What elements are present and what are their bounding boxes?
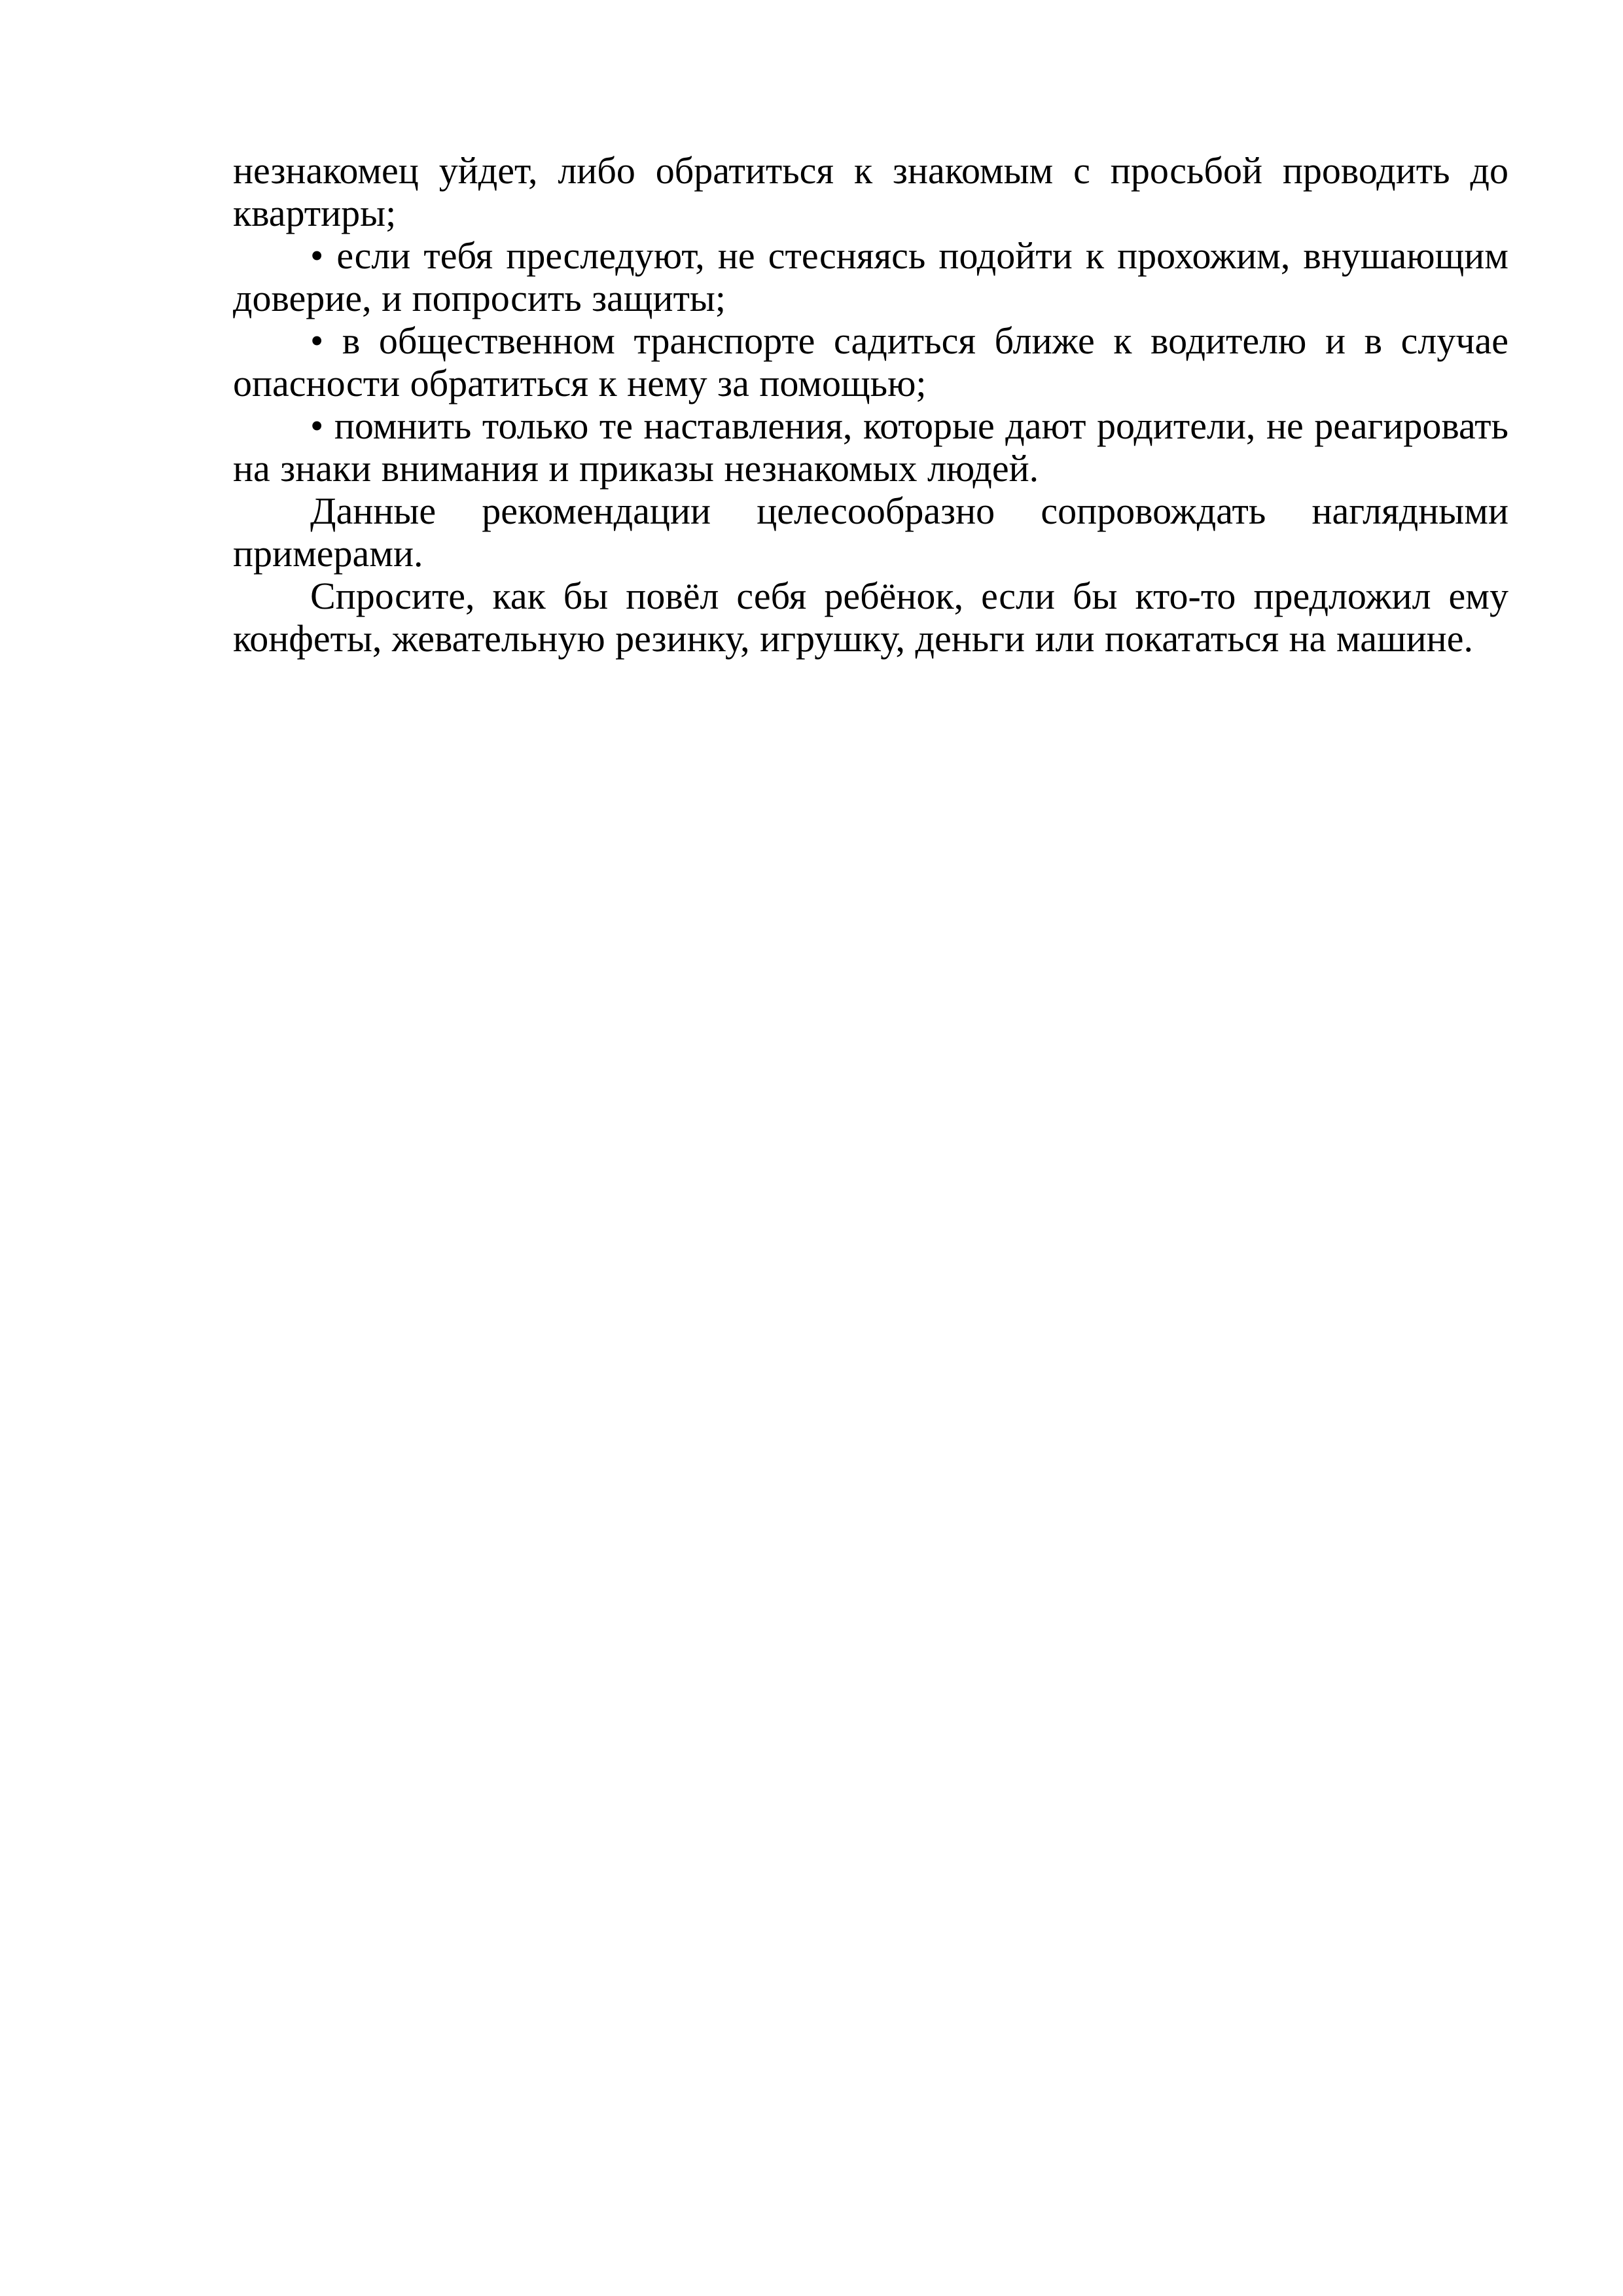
paragraph-recommendations: Данные рекомендации целесообразно сопровождать наглядными примерами. xyxy=(233,490,1508,575)
bullet-paragraph-transport: • в общественном транспорте садиться ближе к водителю и в случае опасности обратиться к нему за помощью; xyxy=(233,319,1508,404)
paragraph-ask-child: Спросите, как бы повёл себя ребёнок, если бы кто-то предложил ему конфеты, жевательную резинку, игрушку, деньги или покататься на машине. xyxy=(233,575,1508,660)
bullet-paragraph-followed: • если тебя преследуют, не стесняясь подойти к прохожим, внушающим доверие, и попросить защиты; xyxy=(233,234,1508,319)
paragraph-continuation: незнакомец уйдет, либо обратиться к знакомым с просьбой проводить до квартиры; xyxy=(233,149,1508,234)
text-block xyxy=(233,149,1508,660)
bullet-paragraph-parents: • помнить только те наставления, которые дают родители, не реагировать на знаки внимания и приказы незнакомых людей. xyxy=(233,404,1508,490)
